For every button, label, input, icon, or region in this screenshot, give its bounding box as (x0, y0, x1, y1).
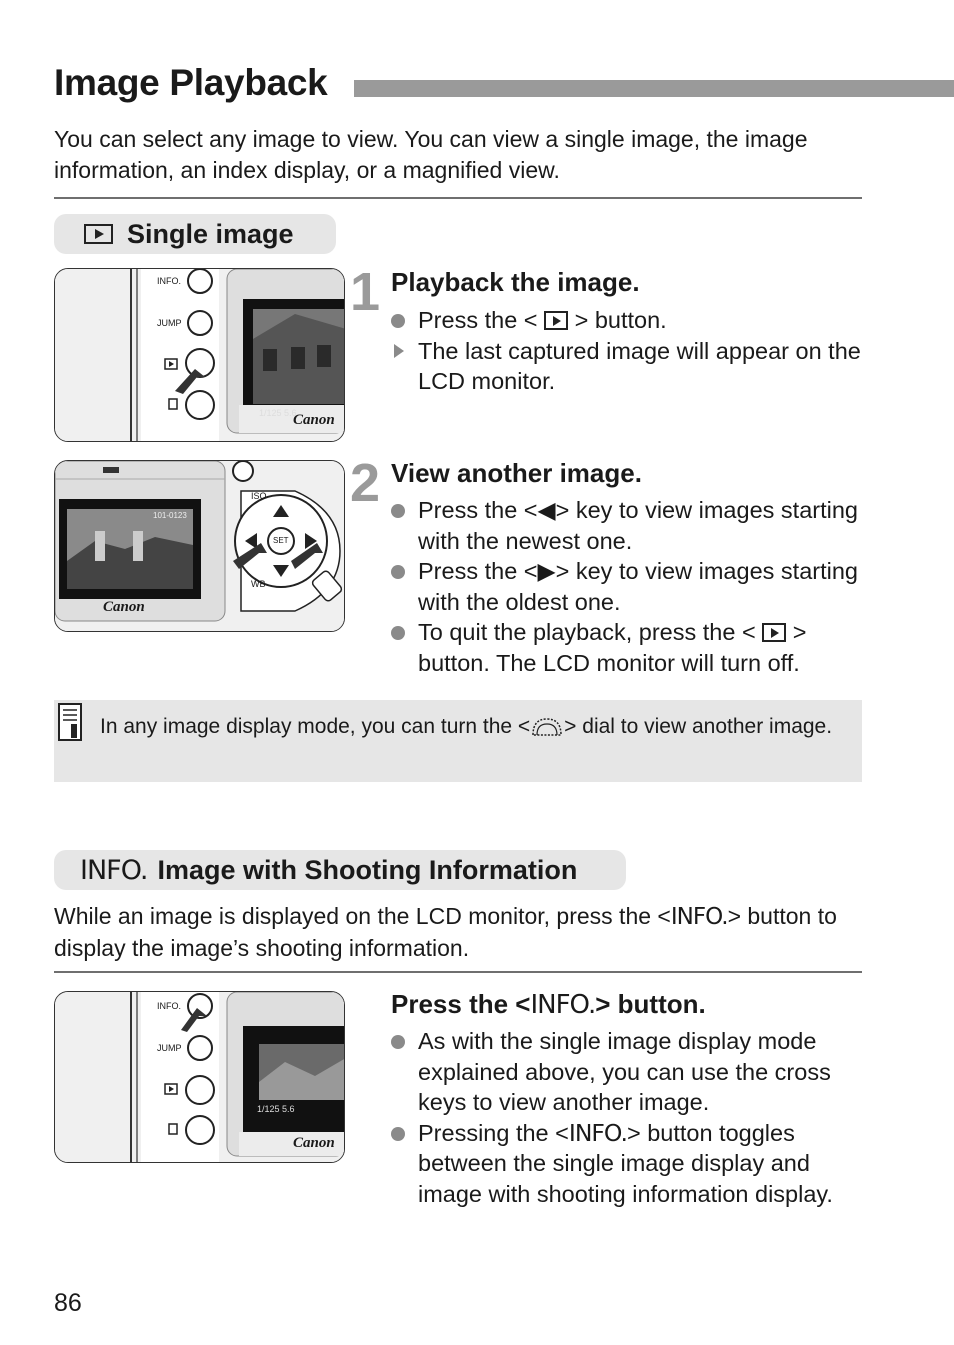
info-icon: INFO. (568, 1118, 627, 1147)
step-number-2: 2 (350, 453, 381, 513)
info-button-label: INFO. (157, 1001, 181, 1011)
memo-icon (57, 702, 87, 742)
camera-back-illustration-1 (54, 268, 345, 442)
step-1-list (390, 305, 870, 397)
list-item (390, 617, 870, 678)
intro-text-part: While an image is displayed on the LCD monitor, press the < (54, 903, 671, 929)
intro-text-part: > button to display the image’s shooting information. (54, 903, 837, 961)
camera-back-illustration-2 (54, 460, 345, 632)
list-item (390, 305, 870, 336)
step-2-list (390, 495, 870, 678)
title-rule (354, 80, 954, 97)
step-title-1: Playback the image. (391, 267, 640, 297)
item-text: Press the < (418, 497, 538, 523)
item-text: > key to view images starting with the newest one. (418, 497, 858, 554)
jump-button-label: JUMP (157, 318, 182, 328)
item-text: Pressing the < (418, 1119, 569, 1146)
left-key-icon: ◀ (537, 497, 556, 523)
camera-back-illustration-3 (54, 991, 345, 1163)
info-icon: INFO. (80, 854, 148, 886)
info-icon: INFO. (670, 904, 728, 930)
brand-logo: Canon (293, 412, 335, 428)
page-title: Image Playback (54, 62, 328, 103)
list-item (390, 336, 870, 397)
item-text: > button. (568, 307, 667, 333)
brand-logo: Canon (103, 599, 145, 615)
item-text: The last captured image will appear on the LCD monitor. (418, 337, 861, 394)
lcd-readout: 1/125 5.6 (257, 1104, 295, 1114)
page-number: 86 (54, 1289, 82, 1317)
info-icon: INFO. (530, 990, 596, 1020)
step-number-1: 1 (350, 262, 381, 322)
shooting-info-intro (54, 901, 864, 964)
item-text: As with the single image display mode explained above, you can use the cross keys to view another image. (418, 1028, 831, 1115)
divider (54, 197, 862, 199)
divider (54, 971, 862, 973)
item-text: > key to view images starting with the oldest one. (418, 558, 858, 615)
list-item (390, 1026, 860, 1118)
section-heading-label: Single image (127, 218, 294, 249)
item-text: > button. The LCD monitor will turn off. (418, 619, 807, 676)
playback-icon (84, 224, 113, 244)
lcd-folder: 101-0123 (153, 511, 187, 520)
brand-logo: Canon (293, 1135, 335, 1151)
item-text: To quit the playback, press the < (418, 619, 763, 645)
note-text-part: > dial to view another image. (564, 715, 833, 738)
note-text-part: In any image display mode, you can turn the < (100, 715, 531, 738)
list-item (390, 1118, 860, 1210)
playback-icon (544, 311, 568, 330)
iso-label: ISO (251, 491, 267, 501)
intro-text: You can select any image to view. You can view a single image, the image information, an index display, or a magnified view. (54, 126, 808, 183)
list-item (390, 495, 870, 556)
info-button-label: INFO. (157, 276, 181, 286)
step-title-2: View another image. (391, 458, 642, 488)
section-heading-single-image (54, 214, 336, 254)
step-title-info (391, 989, 706, 1020)
note-text (100, 712, 840, 741)
lcd-readout: 1/125 5.6 (259, 408, 297, 418)
dial-icon (530, 715, 564, 737)
playback-icon (762, 623, 786, 642)
set-label: SET (273, 536, 289, 545)
step-title-part: Press the < (391, 989, 531, 1019)
jump-button-label: JUMP (157, 1043, 182, 1053)
step-title-part: > button. (595, 989, 706, 1019)
camera-cross-keys-icon (55, 461, 345, 632)
step-info-list (390, 1026, 860, 1209)
item-text: Press the < (418, 558, 538, 584)
item-text: > button toggles between the single image display and image with shooting information display. (418, 1119, 833, 1207)
item-text: Press the < (418, 307, 545, 333)
list-item (390, 556, 870, 617)
section-heading-label: Image with Shooting Information (157, 854, 578, 885)
section-heading-shooting-info (54, 850, 626, 890)
wb-label: WB (251, 579, 266, 589)
right-key-icon: ▶ (537, 558, 556, 584)
